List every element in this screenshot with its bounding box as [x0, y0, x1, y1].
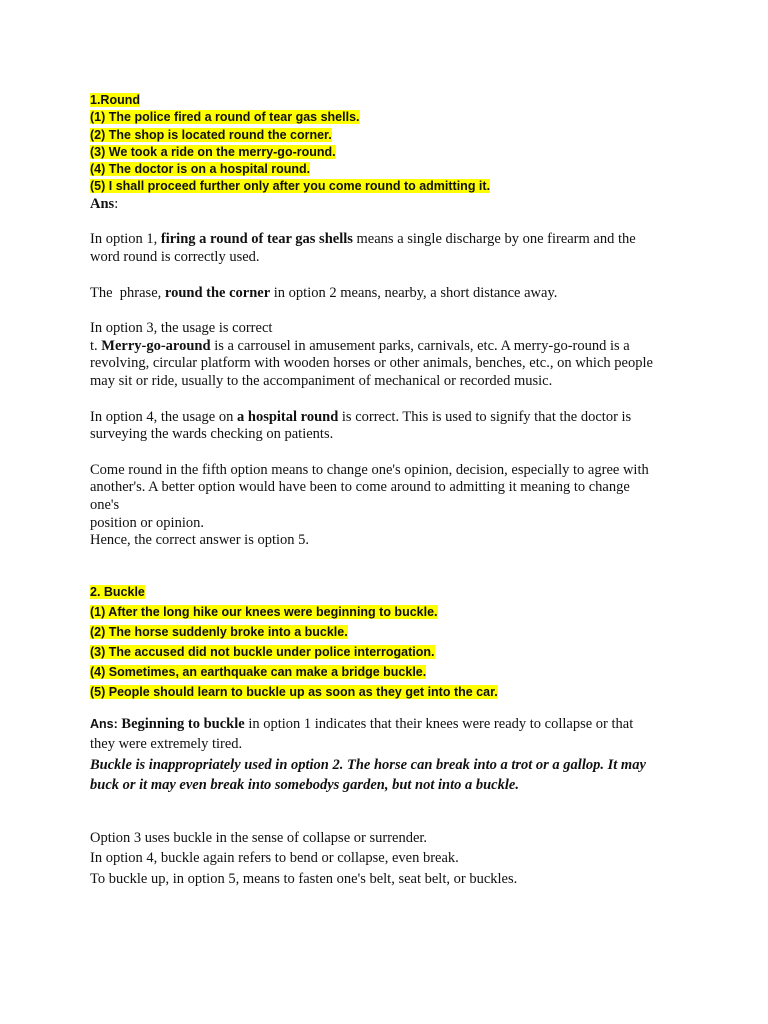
question-1-option-4: (4) The doctor is on a hospital round.	[90, 162, 311, 177]
question-2-title: 2. Buckle	[90, 584, 145, 599]
answer-1-paragraph-option-1: In option 1, firing a round of tear gas shells means a single discharge by one firearm and the word round is correctly used.	[90, 231, 636, 265]
question-2-option-1: (1) After the long hike our knees were beginning to buckle.	[90, 604, 438, 619]
answer-1-paragraph-option-3: In option 3, the usage is correct t. Merry-go-around is a carrousel in amusement parks, carnivals, etc. A merry-go-round is a revolving, circular platform with wooden horses or other animals, benches, etc., on which people may sit or ride, usually to the accompaniment of mechanical or recorded music.	[90, 320, 653, 389]
question-2-option-5: (5) People should learn to buckle up as soon as they get into the car.	[90, 684, 498, 699]
question-2-option-3: (3) The accused did not buckle under police interrogation.	[90, 644, 435, 659]
question-1-option-2: (2) The shop is located round the corner.	[90, 127, 332, 142]
answer-2-paragraph-option-2: Buckle is inappropriately used in option 2. The horse can break into a trot or a gallop. It may buck or it may even break into somebodys garden, but not into a buckle.	[90, 756, 646, 794]
document-page	[90, 92, 690, 889]
question-2-block	[90, 582, 690, 702]
answer-1-paragraph-option-2: The phrase, round the corner in option 2 means, nearby, a short distance away.	[90, 284, 558, 301]
question-1-option-1: (1) The police fired a round of tear gas shells.	[90, 110, 360, 125]
answer-1-section	[90, 196, 690, 550]
question-2-option-4: (4) Sometimes, an earthquake can make a bridge buckle.	[90, 664, 427, 679]
question-1-option-3: (3) We took a ride on the merry-go-round.	[90, 144, 336, 159]
answer-2-paragraph-option-4: In option 4, buckle again refers to bend or collapse, even break.	[90, 850, 459, 867]
question-1-block	[90, 92, 690, 196]
answer-1-paragraph-option-4: In option 4, the usage on a hospital round is correct. This is used to signify that the doctor is surveying the wards checking on patients.	[90, 408, 632, 443]
question-1-option-5: (5) I shall proceed further only after you come round to admitting it.	[90, 179, 491, 194]
answer-2-paragraph-option-1: Ans: Beginning to buckle in option 1 indicates that their knees were ready to collapse or that they were extremely tired.	[90, 715, 634, 753]
question-1-title: 1.Round	[90, 93, 140, 107]
question-2-option-2: (2) The horse suddenly broke into a buckle.	[90, 624, 348, 639]
answer-2-paragraph-option-5: To buckle up, in option 5, means to fasten one's belt, seat belt, or buckles.	[90, 870, 518, 887]
answer-1-paragraph-option-5: Come round in the fifth option means to change one's opinion, decision, especially to agree with another's. A better option would have been to come around to admitting it meaning to change one's position or opinion. Hence, the correct answer is option 5.	[90, 461, 649, 549]
answer-2-paragraph-option-3: Option 3 uses buckle in the sense of collapse or surrender.	[90, 829, 428, 846]
answer-2-section	[90, 714, 690, 890]
answer-1-label: Ans:	[90, 195, 119, 212]
